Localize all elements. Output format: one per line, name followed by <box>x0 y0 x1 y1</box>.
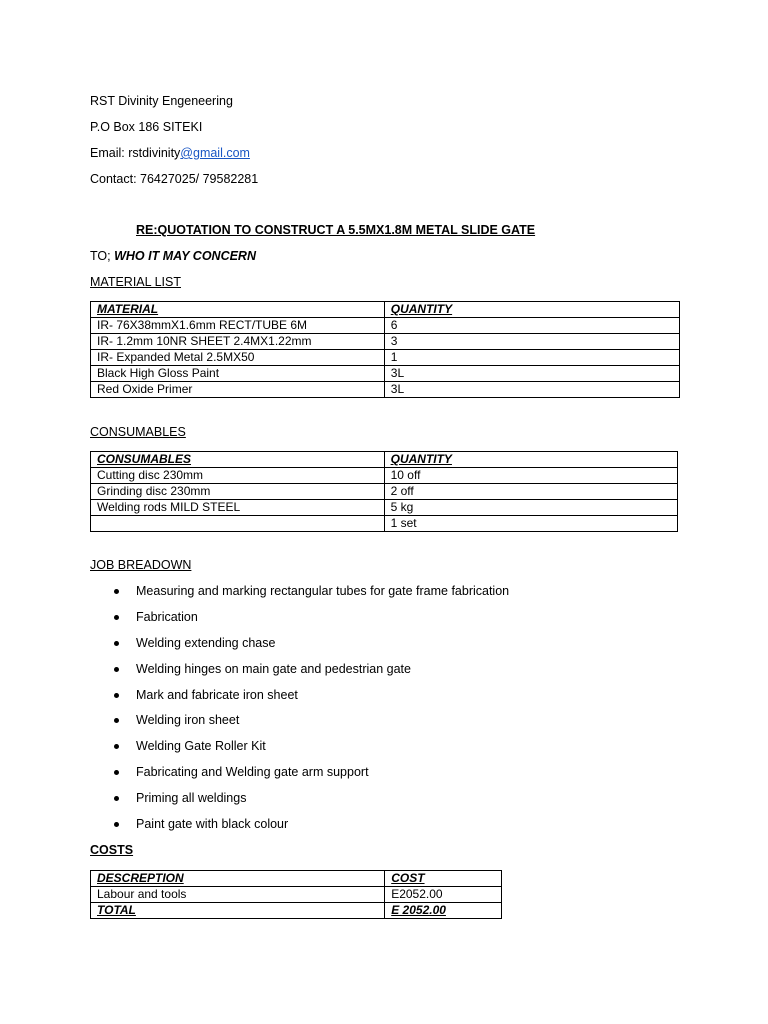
total-label: TOTAL <box>91 903 385 919</box>
material-cell: IR- 1.2mm 10NR SHEET 2.4MX1.22mm <box>91 334 385 350</box>
list-item <box>110 583 509 609</box>
consumable-cell <box>91 516 385 532</box>
list-item <box>110 687 509 713</box>
table-row <box>91 500 678 516</box>
list-item <box>110 764 509 790</box>
list-item-text: Welding extending chase <box>136 635 276 650</box>
bullet-icon <box>114 615 119 620</box>
job-breakdown-heading: JOB BREADOWN <box>90 558 192 572</box>
contact-line: Contact: 76427025/ 79582281 <box>90 172 259 186</box>
costs-header-row <box>91 871 502 887</box>
email-link[interactable]: @gmail.com <box>180 146 250 160</box>
consumables-table <box>90 451 678 532</box>
list-item <box>110 816 509 842</box>
list-item <box>110 712 509 738</box>
material-cell: IR- 76X38mmX1.6mm RECT/TUBE 6M <box>91 318 385 334</box>
quantity-cell: 6 <box>384 318 679 334</box>
table-row <box>91 484 678 500</box>
quantity-cell: 1 set <box>384 516 677 532</box>
table-row <box>91 382 680 398</box>
addressee-line <box>90 249 256 263</box>
list-item <box>110 661 509 687</box>
cost-column-header: COST <box>385 871 502 887</box>
bullet-icon <box>114 718 119 723</box>
quantity-cell: 3L <box>384 366 679 382</box>
bullet-icon <box>114 796 119 801</box>
quantity-cell: 1 <box>384 350 679 366</box>
bullet-icon <box>114 693 119 698</box>
material-cell: Red Oxide Primer <box>91 382 385 398</box>
cost-cell: E2052.00 <box>385 887 502 903</box>
bullet-icon <box>114 589 119 594</box>
quantity-cell: 5 kg <box>384 500 677 516</box>
description-column-header: DESCREPTION <box>91 871 385 887</box>
list-item-text: Paint gate with black colour <box>136 817 289 832</box>
list-item <box>110 609 509 635</box>
costs-heading: COSTS <box>90 843 134 857</box>
job-breakdown-list <box>110 583 509 842</box>
bullet-icon <box>114 667 119 672</box>
quantity-cell: 2 off <box>384 484 677 500</box>
addressee-prefix: TO; <box>90 249 115 263</box>
consumables-heading: CONSUMABLES <box>90 425 186 439</box>
quantity-cell: 3 <box>384 334 679 350</box>
quantity-cell: 3L <box>384 382 679 398</box>
addressee-value: WHO IT MAY CONCERN <box>114 249 256 263</box>
description-cell: Labour and tools <box>91 887 385 903</box>
table-row <box>91 516 678 532</box>
material-header-row <box>91 302 680 318</box>
table-row <box>91 318 680 334</box>
total-value: E 2052.00 <box>385 903 502 919</box>
quantity-column-header: QUANTITY <box>384 302 679 318</box>
list-item <box>110 635 509 661</box>
po-box: P.O Box 186 SITEKI <box>90 120 203 134</box>
bullet-icon <box>114 822 119 827</box>
material-column-header: MATERIAL <box>91 302 385 318</box>
list-item <box>110 790 509 816</box>
material-cell: Black High Gloss Paint <box>91 366 385 382</box>
bullet-icon <box>114 770 119 775</box>
list-item-text: Welding Gate Roller Kit <box>136 739 266 754</box>
consumables-header-row <box>91 452 678 468</box>
table-row <box>91 887 502 903</box>
material-list-heading: MATERIAL LIST <box>90 275 181 289</box>
quantity-cell: 10 off <box>384 468 677 484</box>
consumables-column-header: CONSUMABLES <box>91 452 385 468</box>
email-prefix: Email: rstdivinity <box>90 146 181 160</box>
table-row <box>91 334 680 350</box>
consumable-cell: Welding rods MILD STEEL <box>91 500 385 516</box>
list-item <box>110 738 509 764</box>
list-item-text: Fabrication <box>136 609 198 624</box>
quotation-subject: RE:QUOTATION TO CONSTRUCT A 5.5MX1.8M METAL SLIDE GATE <box>136 223 536 237</box>
costs-table <box>90 870 502 919</box>
table-row <box>91 366 680 382</box>
total-row <box>91 903 502 919</box>
list-item-text: Measuring and marking rectangular tubes for gate frame fabrication <box>136 584 510 598</box>
bullet-icon <box>114 744 119 749</box>
list-item-text: Fabricating and Welding gate arm support <box>136 765 369 780</box>
consumable-cell: Grinding disc 230mm <box>91 484 385 500</box>
email-line <box>90 146 250 160</box>
quantity-column-header: QUANTITY <box>384 452 677 468</box>
list-item-text: Welding hinges on main gate and pedestrian gate <box>136 661 411 676</box>
list-item-text: Priming all weldings <box>136 791 247 806</box>
material-table <box>90 301 680 398</box>
table-row <box>91 468 678 484</box>
bullet-icon <box>114 641 119 646</box>
list-item-text: Welding iron sheet <box>136 713 240 728</box>
table-row <box>91 350 680 366</box>
list-item-text: Mark and fabricate iron sheet <box>136 687 298 702</box>
material-cell: IR- Expanded Metal 2.5MX50 <box>91 350 385 366</box>
consumable-cell: Cutting disc 230mm <box>91 468 385 484</box>
company-name: RST Divinity Engeneering <box>90 94 233 108</box>
